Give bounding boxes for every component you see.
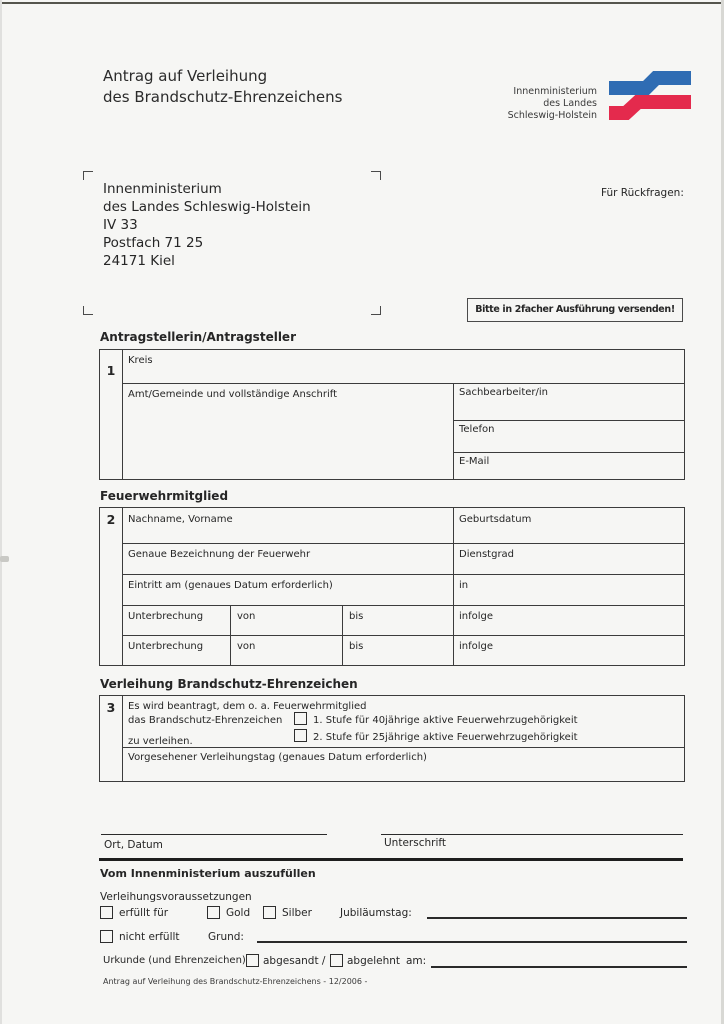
notice-box: Bitte in 2facher Ausführung versenden! — [467, 298, 683, 322]
field-label-bis2: bis — [349, 641, 364, 652]
grund-label: Grund: — [208, 931, 244, 943]
section1-row-divider — [122, 383, 684, 384]
ministry-section-rule — [99, 858, 683, 861]
corner-mark-top-right — [371, 171, 381, 180]
section2-row-divider1 — [122, 543, 684, 544]
page-title — [103, 66, 342, 108]
erfuellt-label: erfüllt für — [119, 907, 169, 919]
request-line1: Es wird beantragt, dem o. a. Feuerwehrmitglied — [128, 701, 367, 712]
field-label-in: in — [459, 580, 469, 591]
abgelehnt-checkbox[interactable] — [330, 954, 343, 967]
abgesandt-label: abgesandt / — [263, 955, 326, 967]
section1-number-divider — [122, 350, 123, 479]
stufe2-label: 2. Stufe für 25jährige aktive Feuerwehrzugehörigkeit — [313, 732, 578, 743]
scan-edge-top — [0, 2, 724, 4]
section2-von-divider — [230, 605, 231, 665]
abgesandt-checkbox[interactable] — [246, 954, 259, 967]
am-label: am: — [406, 955, 427, 967]
recipient-line5: 24171 Kiel — [103, 253, 175, 269]
jubilaeumstag-line — [427, 917, 687, 919]
field-label-bezeichnung: Genaue Bezeichnung der Feuerwehr — [128, 549, 311, 560]
schleswig-holstein-flag-icon — [606, 63, 694, 121]
section1-right-divider2 — [453, 452, 684, 453]
field-label-kreis: Kreis — [128, 355, 153, 366]
erfuellt-checkbox[interactable] — [100, 906, 113, 919]
section2-bis-divider — [342, 605, 343, 665]
section3-table — [99, 695, 685, 782]
section1-col-divider — [453, 383, 454, 479]
request-line2: das Brandschutz-Ehrenzeichen — [128, 715, 283, 726]
field-label-unterbrechung1: Unterbrechung — [128, 611, 204, 622]
ministry-logo-text — [447, 86, 597, 122]
section2-row-divider2 — [122, 574, 684, 575]
jubilaeumstag-label: Jubiläumstag: — [340, 907, 412, 919]
field-label-bis1: bis — [349, 611, 364, 622]
gold-checkbox[interactable] — [207, 906, 220, 919]
section2-col-divider — [453, 508, 454, 665]
field-label-verleihungstag: Vorgesehener Verleihungstag (genaues Datum erforderlich) — [128, 752, 427, 763]
gold-label: Gold — [226, 907, 251, 919]
field-label-infolge1: infolge — [459, 611, 494, 622]
recipient-line4: Postfach 71 25 — [103, 235, 204, 251]
section1-table — [99, 349, 685, 480]
unterschrift-line — [381, 834, 683, 835]
recipient-address — [103, 180, 311, 270]
nicht-erfuellt-label: nicht erfüllt — [119, 931, 180, 943]
nicht-erfuellt-checkbox[interactable] — [100, 930, 113, 943]
section3-number-divider — [122, 696, 123, 781]
section2-heading: Feuerwehrmitglied — [100, 489, 229, 503]
field-label-sachbearbeiter: Sachbearbeiter/in — [459, 387, 548, 398]
section3-heading: Verleihung Brandschutz-Ehrenzeichen — [100, 677, 358, 691]
unterschrift-label: Unterschrift — [384, 837, 446, 849]
field-label-von1: von — [237, 611, 256, 622]
logo-text-line3: Schleswig-Holstein — [507, 110, 597, 121]
ministry-heading: Vom Innenministerium auszufüllen — [100, 867, 316, 880]
contact-label: Für Rückfragen: — [601, 187, 684, 199]
ort-datum-label: Ort, Datum — [104, 839, 163, 851]
corner-mark-bottom-right — [371, 306, 381, 315]
logo-text-line2: des Landes — [543, 98, 597, 109]
silber-checkbox[interactable] — [263, 906, 276, 919]
field-label-eintritt: Eintritt am (genaues Datum erforderlich) — [128, 580, 333, 591]
ministry-subheading: Verleihungsvoraussetzungen — [100, 891, 252, 903]
section1-heading: Antragstellerin/Antragsteller — [100, 330, 296, 344]
corner-mark-bottom-left — [83, 306, 93, 315]
page-title-line1: Antrag auf Verleihung — [103, 67, 268, 85]
recipient-line3: IV 33 — [103, 217, 138, 233]
section1-right-divider1 — [453, 420, 684, 421]
form-footer: Antrag auf Verleihung des Brandschutz-Ehrenzeichens - 12/2006 - — [103, 977, 368, 986]
section2-row-divider3 — [122, 605, 684, 606]
request-line3: zu verleihen. — [128, 736, 193, 747]
field-label-infolge2: infolge — [459, 641, 494, 652]
grund-line — [257, 941, 687, 943]
silber-label: Silber — [282, 907, 312, 919]
field-label-unterbrechung2: Unterbrechung — [128, 641, 204, 652]
field-label-nachname: Nachname, Vorname — [128, 514, 233, 525]
stufe1-label: 1. Stufe für 40jährige aktive Feuerwehrzugehörigkeit — [313, 715, 578, 726]
recipient-line1: Innenministerium — [103, 181, 222, 197]
field-label-geburtsdatum: Geburtsdatum — [459, 514, 532, 525]
section2-table — [99, 507, 685, 666]
section2-number-divider — [122, 508, 123, 665]
field-label-amt: Amt/Gemeinde und vollständige Anschrift — [128, 389, 338, 400]
field-label-email: E-Mail — [459, 456, 490, 467]
corner-mark-top-left — [83, 171, 93, 180]
urkunde-label: Urkunde (und Ehrenzeichen) — [103, 955, 246, 966]
abgelehnt-label: abgelehnt — [347, 955, 401, 967]
ort-datum-line — [101, 834, 327, 835]
section1-number: 1 — [106, 363, 116, 378]
section3-row-divider — [122, 747, 684, 748]
field-label-von2: von — [237, 641, 256, 652]
section2-row-divider4 — [122, 635, 684, 636]
stufe1-checkbox[interactable] — [294, 712, 307, 725]
stufe2-checkbox[interactable] — [294, 729, 307, 742]
logo-text-line1: Innenministerium — [513, 86, 597, 97]
page-title-line2: des Brandschutz-Ehrenzeichens — [103, 88, 343, 106]
fold-mark — [0, 556, 9, 562]
section3-number: 3 — [106, 700, 116, 715]
section2-number: 2 — [106, 512, 116, 527]
am-line — [431, 966, 687, 968]
scan-edge-left — [0, 0, 2, 1024]
field-label-telefon: Telefon — [459, 424, 495, 435]
field-label-dienstgrad: Dienstgrad — [459, 549, 515, 560]
recipient-line2: des Landes Schleswig-Holstein — [103, 199, 311, 215]
